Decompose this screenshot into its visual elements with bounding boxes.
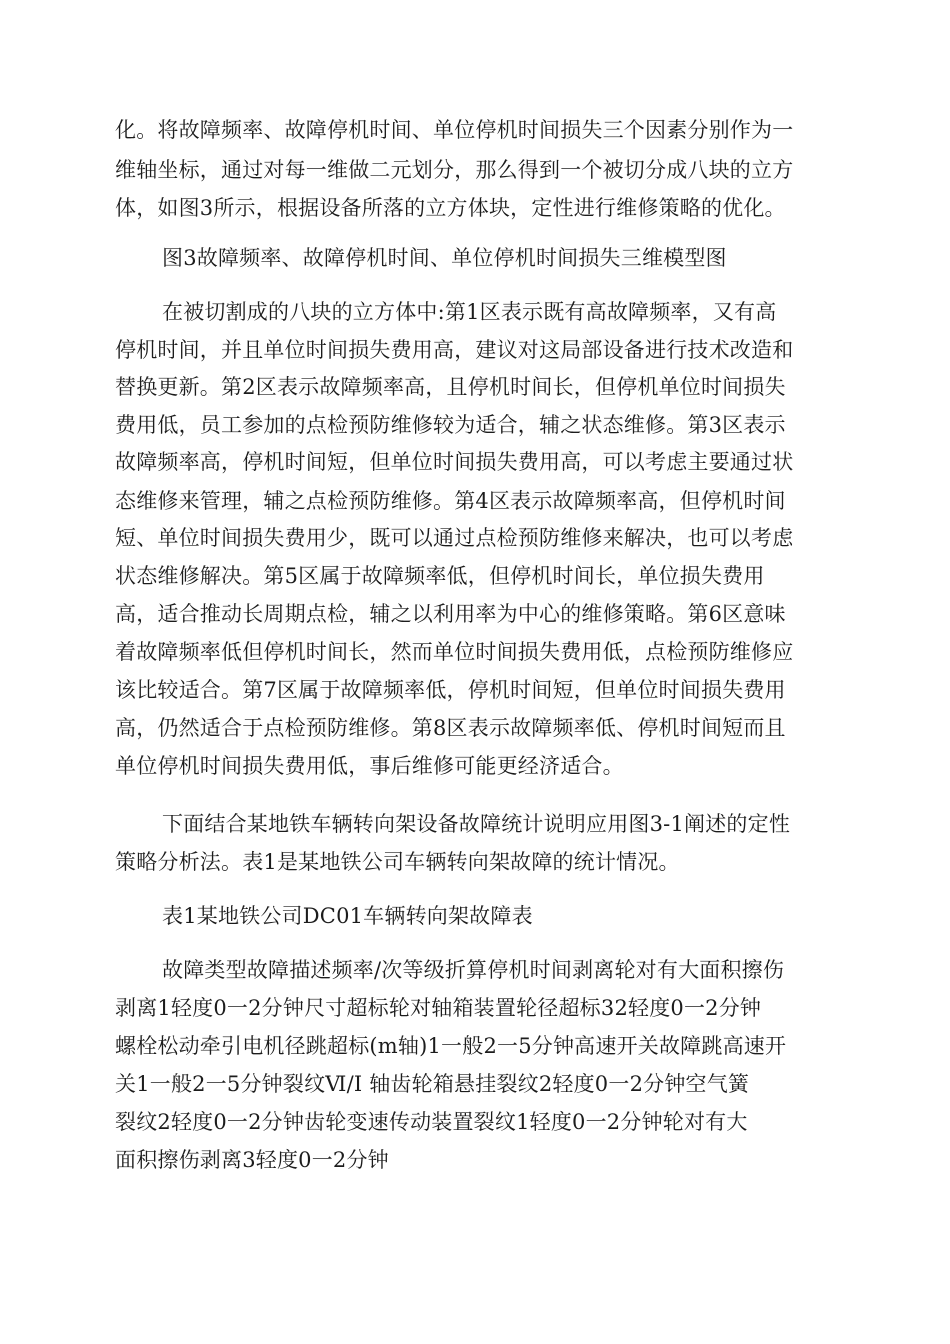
table-content-line-1: 故障类型故障描述频率/次等级折算停机时间剥离轮对有大面积擦伤 — [162, 958, 785, 982]
table-content-line-2: 剥离1轻度0一2分钟尺寸超标轮对轴箱装置轮径超标32轻度0一2分钟 — [115, 996, 762, 1020]
table-content-line-5: 裂纹2轻度0一2分钟齿轮变速传动装置裂纹1轻度0一2分钟轮对有大 — [115, 1110, 748, 1134]
paragraph-1-line-2: 维轴坐标，通过对每一维做二元划分，那么得到一个被切分成八块的立方 — [115, 158, 794, 182]
paragraph-2-line-4: 费用低，员工参加的点检预防维修较为适合，辅之状态维修。第3区表示 — [115, 413, 786, 437]
paragraph-2-line-5: 故障频率高，停机时间短，但单位时间损失费用高，可以考虑主要通过状 — [115, 450, 794, 474]
paragraph-2-line-1: 在被切割成的八块的立方体中:第1区表示既有高故障频率，又有高 — [162, 300, 777, 324]
table-content-line-6: 面积擦伤剥离3轻度0一2分钟 — [115, 1148, 389, 1172]
paragraph-2-line-8: 状态维修解决。第5区属于故障频率低，但停机时间长，单位损失费用 — [115, 564, 765, 588]
paragraph-2-line-7: 短、单位时间损失费用少，既可以通过点检预防维修来解决，也可以考虑 — [115, 526, 794, 550]
paragraph-1-line-3: 体，如图3所示，根据设备所落的立方体块，定性进行维修策略的优化。 — [115, 196, 786, 220]
paragraph-2-line-3: 替换更新。第2区表示故障频率高，且停机时间长，但停机单位时间损失 — [115, 375, 786, 399]
paragraph-2-line-6: 态维修来管理，辅之点检预防维修。第4区表示故障频率高，但停机时间 — [115, 489, 786, 513]
paragraph-2-line-13: 单位停机时间损失费用低，事后维修可能更经济适合。 — [115, 754, 624, 778]
paragraph-1-line-1: 化。将故障频率、故障停机时间、单位停机时间损失三个因素分别作为一 — [115, 118, 794, 142]
paragraph-3-line-2: 策略分析法。表1是某地铁公司车辆转向架故障的统计情况。 — [115, 850, 680, 874]
figure-3-caption: 图3故障频率、故障停机时间、单位停机时间损失三维模型图 — [162, 246, 727, 270]
paragraph-2-line-10: 着故障频率低但停机时间长，然而单位时间损失费用低，点检预防维修应 — [115, 640, 794, 664]
table-1-caption: 表1某地铁公司DC01车辆转向架故障表 — [162, 904, 533, 928]
table-content-line-4: 关1一般2一5分钟裂纹Ⅵ/Ⅰ 轴齿轮箱悬挂裂纹2轻度0一2分钟空气簧 — [115, 1072, 750, 1096]
paragraph-3-line-1: 下面结合某地铁车辆转向架设备故障统计说明应用图3-1阐述的定性 — [162, 812, 791, 836]
table-content-line-3: 螺栓松动牵引电机径跳超标(m轴)1一般2一5分钟高速开关故障跳高速开 — [115, 1034, 787, 1058]
paragraph-2-line-9: 高，适合推动长周期点检，辅之以利用率为中心的维修策略。第6区意味 — [115, 602, 786, 626]
paragraph-2-line-2: 停机时间，并且单位时间损失费用高，建议对这局部设备进行技术改造和 — [115, 338, 794, 362]
paragraph-2-line-12: 高，仍然适合于点检预防维修。第8区表示故障频率低、停机时间短而且 — [115, 716, 786, 740]
paragraph-2-line-11: 该比较适合。第7区属于故障频率低，停机时间短，但单位时间损失费用 — [115, 678, 786, 702]
